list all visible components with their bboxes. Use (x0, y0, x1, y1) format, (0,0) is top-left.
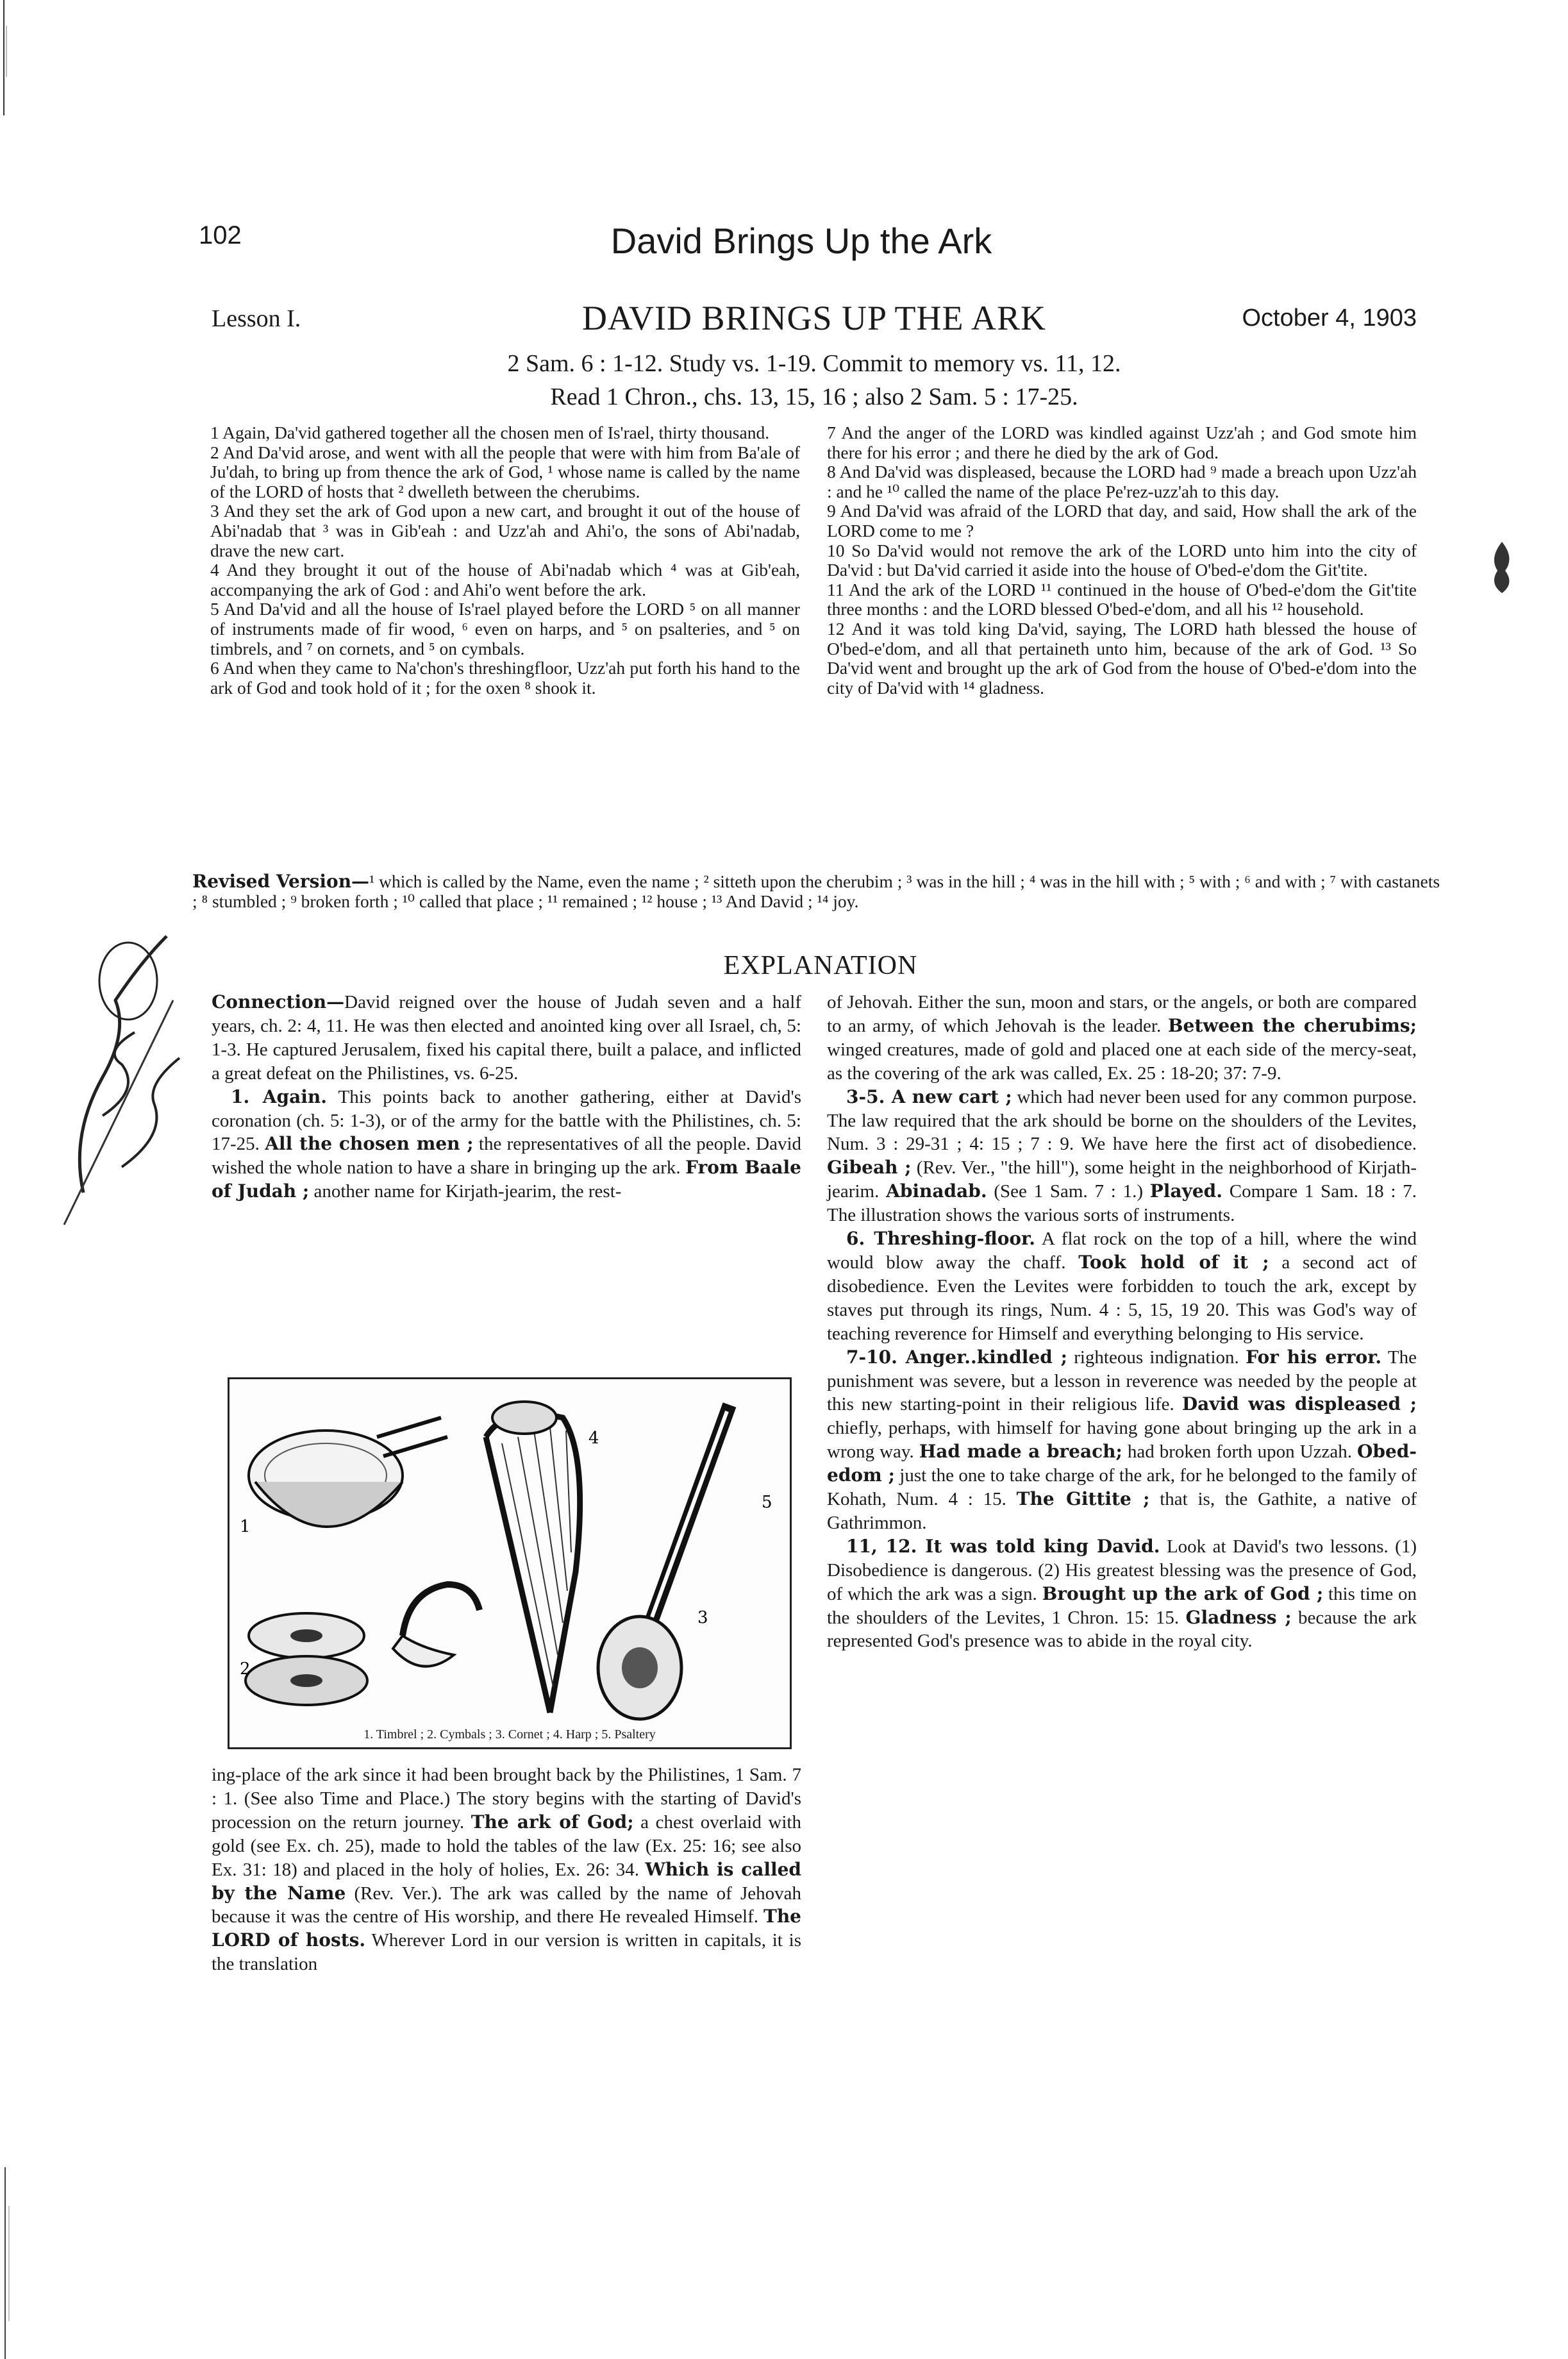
verse: 9 And Da'vid was afraid of the LORD that day, and said, How shall the ark of the LORD come to me ? (827, 501, 1417, 541)
marker-2: 2 (240, 1659, 251, 1679)
explanation-paragraph: 6. Threshing-floor. A flat rock on the top of a hill, where the wind would blow away the chaff. Took hold of it ; a second act of disobedience. Even the Levites were forbidden to touch the ark, except by staves put through its rings, Num. 4 : 5, 15, 19 20. This was God's way of teaching reverence for Himself and everything belonging to His service. (827, 1228, 1417, 1344)
marker-4: 4 (588, 1429, 599, 1448)
explanation-paragraph: 3-5. A new cart ; which had never been used for any common purpose. The law required that the ark should be borne on the shoulders of the Levites, Num. 3 : 29-31 ; 4: 15 ; 7 : 9. We have here the first act of disobedience. Gibeah ; (Rev. Ver., "the hill"), some height in the neighborhood of Kirjath-jearim. Abinadab. (See 1 Sam. 7 : 1.) Played. Compare 1 Sam. 18 : 7. The illustration shows the various sorts of instruments. (827, 1086, 1417, 1226)
handwritten-margin-scribble-icon (45, 923, 212, 1257)
marker-3: 3 (697, 1608, 708, 1627)
verse: 6 And when they came to Na'chon's threshingfloor, Uzz'ah put forth his hand to the ark of God and took hold of it ; for the oxen ⁸ shook it. (210, 658, 800, 698)
running-head (199, 221, 1404, 279)
verse: 11 And the ark of the LORD ¹¹ continued in the house of O'bed-e'dom the Git'tite three months : and the LORD blessed O'bed-e'dom, and all his ¹² household. (827, 579, 1417, 619)
revised-version-label: Revised Version— (192, 871, 370, 892)
explanation-paragraph: Connection—David reigned over the house of Judah seven and a half years, ch. 2: 4, 11. He was then elected and anointed king over all Israel, ch, 5: 1-3. He captured Jerusalem, fixed his capital there, built a palace, and inflicted a great defeat on the Philistines, vs. 6-25. (212, 991, 801, 1084)
explanation-left-bottom (212, 1763, 801, 1976)
lesson-title: DAVID BRINGS UP THE ARK (581, 299, 1047, 337)
verse: 1 Again, Da'vid gathered together all the chosen men of Is'rael, thirty thousand. (210, 423, 770, 442)
lesson-date: October 4, 1903 (1242, 305, 1417, 332)
lesson-number: Lesson I. (212, 305, 301, 332)
marker-5: 5 (762, 1493, 772, 1512)
verse: 2 And Da'vid arose, and went with all the people that were with him from Ba'ale of Ju'dah, to bring up from thence the ark of God, ¹ whose name is called by the name of the LORD of hosts that ² dwelleth between the cherubims. (210, 442, 800, 501)
explanation-left-top (212, 991, 801, 1204)
explanation-heading: EXPLANATION (723, 951, 918, 980)
musical-instruments-engraving-icon (229, 1379, 790, 1747)
explanation-right-column (827, 991, 1417, 1653)
binding-edge-marks (0, 0, 26, 2359)
explanation-paragraph: 1. Again. This points back to another gathering, either at David's coronation (ch. 5: 1-3), or of the army for the battle with the Philistines, ch. 5: 17-25. All the chosen men ; the representatives of all the people. David wished the whole nation to have a share in bringing up the ark. From Baale of Judah ; another name for Kirjath-jearim, the rest- (212, 1086, 802, 1202)
verse: 7 And the anger of the LORD was kindled against Uzz'ah ; and God smote him there for his error ; and there he died by the ark of God. (827, 423, 1417, 462)
instruments-illustration (228, 1377, 792, 1749)
lesson-header (212, 298, 1417, 349)
revised-version-notes (192, 872, 1449, 911)
lesson-reading: Read 1 Chron., chs. 13, 15, 16 ; also 2 Sam. 5 : 17-25. (550, 383, 1078, 410)
illustration-caption: 1. Timbrel ; 2. Cymbals ; 3. Cornet ; 4. Harp ; 5. Psaltery (363, 1727, 656, 1742)
revised-version-text: ¹ which is called by the Name, even the name ; ² sitteth upon the cherubim ; ³ was in the hill ; ⁴ was in the hill with ; ⁵ with ; ⁶ and with ; ⁷ with castanets ; ⁸ stumbled ; ⁹ broken forth ; ¹⁰ called that place ; ¹¹ remained ; ¹² house ; ¹³ And David ; ¹⁴ joy. (192, 871, 1440, 911)
explanation-paragraph: 7-10. Anger..kindled ; righteous indignation. For his error. The punishment was severe, but a lesson in reverence was needed by the people at this new starting-point in their religious life. David was displeased ; chiefly, perhaps, with himself for having gone about bringing up the ark in a wrong way. Had made a breach; had broken forth upon Uzzah. Obed-edom ; just the one to take charge of the ark, for he belonged to the family of Kohath, Num. 4 : 15. The Gittite ; that is, the Gathite, a native of Gathrimmon. (827, 1346, 1417, 1533)
explanation-paragraph: of Jehovah. Either the sun, moon and stars, or the angels, or both are compared to an army, of which Jehovah is the leader. Between the cherubims; winged creatures, made of gold and placed one at each side of the mercy-seat, as the covering of the ark was called, Ex. 25 : 18-20; 37: 7-9. (827, 992, 1417, 1084)
explanation-paragraph: ing-place of the ark since it had been brought back by the Philistines, 1 Sam. 7 : 1. (See also Time and Place.) The story begins with the starting of David's procession on the return journey. The ark of God; a chest overlaid with gold (see Ex. ch. 25), made to hold the tables of the law (Ex. 25: 16; see also Ex. 31: 18) and placed in the holy of holies, Ex. 26: 34. Which is called by the Name (Rev. Ver.). The ark was called by the name of Jehovah because it was the centre of His worship, and there He revealed Himself. The LORD of hosts. Wherever Lord in our version is written in capitals, it is the translation (212, 1765, 801, 1975)
verse: 3 And they set the ark of God upon a new cart, and brought it out of the house of Abi'nadab that ³ was in Gib'eah : and Uzz'ah and Ahi'o, the sons of Abi'nadab, drave the new cart. (210, 501, 800, 560)
scripture-right-column (827, 423, 1417, 698)
page-number: 102 (199, 221, 242, 249)
marker-1: 1 (240, 1517, 251, 1536)
verse: 10 So Da'vid would not remove the ark of the LORD unto him into the city of Da'vid : but Da'vid carried it aside into the house of O'bed-e'dom the Git'tite. (827, 540, 1417, 580)
running-title: David Brings Up the Ark (610, 221, 992, 261)
verse: 12 And it was told king Da'vid, saying, The LORD hath blessed the house of O'bed-e'dom, and all that pertaineth unto him, because of the ark of God. ¹³ So Da'vid went and brought up the ark of God from the house of O'bed-e'dom into the city of Da'vid with ¹⁴ gladness. (827, 618, 1417, 698)
scripture-left-column (210, 423, 800, 698)
verse: 5 And Da'vid and all the house of Is'rael played before the LORD ⁵ on all manner of instruments made of fir wood, ⁶ even on harps, and ⁵ on psalteries, and ⁵ on timbrels, and ⁷ on cornets, and ⁵ on cymbals. (210, 599, 800, 659)
verse: 8 And Da'vid was displeased, because the LORD had ⁹ made a breach upon Uzz'ah : and he ¹⁰ called the name of the place Pe'rez-uzz'ah to this day. (827, 462, 1417, 501)
ink-blot-mark-icon (1486, 539, 1518, 596)
lesson-references: 2 Sam. 6 : 1-12. Study vs. 1-19. Commit to memory vs. 11, 12. (507, 350, 1121, 377)
verse: 4 And they brought it out of the house of Abi'nadab which ⁴ was at Gib'eah, accompanying the ark of God : and Ahi'o went before the ark. (210, 560, 800, 600)
explanation-paragraph: 11, 12. It was told king David. Look at David's two lessons. (1) Disobedience is dangerous. (2) His greatest blessing was the presence of God, of which the ark was a sign. Brought up the ark of God ; this time on the shoulders of the Levites, 1 Chron. 15: 15. Gladness ; because the ark represented God's presence was to abide in the royal city. (827, 1535, 1417, 1652)
